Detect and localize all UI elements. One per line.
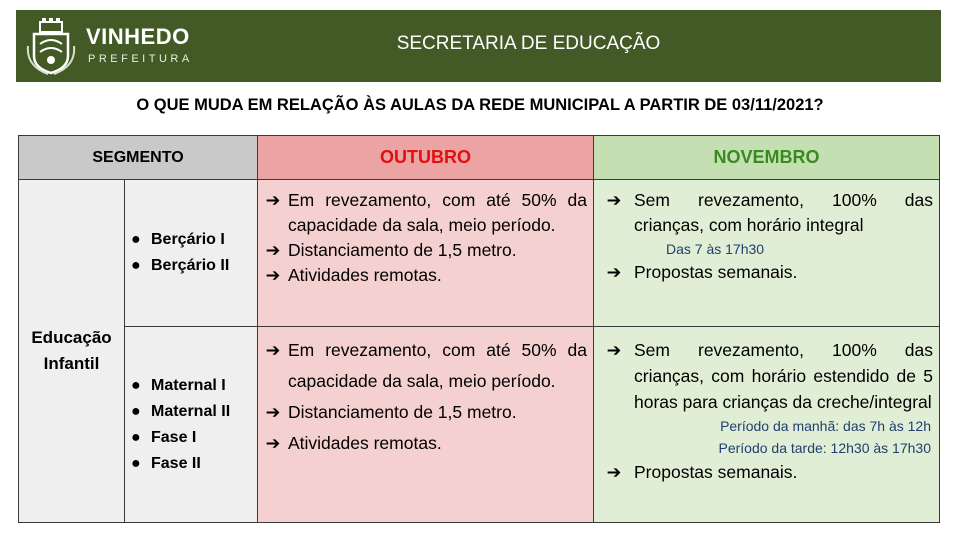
header-segment: SEGMENTO (19, 136, 258, 180)
arrow-right-icon: ➔ (265, 265, 281, 285)
group-list-cell (125, 327, 258, 523)
arrow-right-icon: ➔ (606, 462, 622, 482)
list-item: ➔ Propostas semanais. (594, 459, 939, 485)
bullet-icon: ● (131, 376, 141, 394)
changes-table (18, 135, 940, 523)
header-banner (16, 10, 941, 82)
arrow-right-icon: ➔ (606, 190, 622, 210)
list-item: ➔ Distanciamento de 1,5 metro. (258, 238, 593, 263)
schedule-note: Das 7 às 17h30 (666, 241, 765, 257)
bullet-icon: ● (131, 454, 141, 472)
list-item: ● Berçário II (131, 253, 257, 279)
november-cell (594, 180, 940, 327)
coat-of-arms-icon (26, 16, 76, 76)
bullet-icon: ● (131, 428, 141, 446)
october-cell (258, 327, 594, 523)
arrow-right-icon: ➔ (606, 340, 622, 360)
bullet-icon: ● (131, 402, 141, 420)
arrow-right-icon: ➔ (265, 340, 281, 360)
list-item: ● Fase I (131, 425, 257, 451)
header-november: NOVEMBRO (594, 136, 940, 180)
segment-name: Educação Infantil (19, 180, 125, 523)
bullet-icon: ● (131, 257, 141, 274)
list-item: ➔ Atividades remotas. (258, 263, 593, 288)
list-item: ● Fase II (131, 451, 257, 477)
brand-name: VINHEDO (86, 24, 190, 49)
list-item: ➔ Em revezamento, com até 50% da capacidade da sala, meio período. (258, 188, 593, 238)
list-item: ➔ Propostas semanais. (594, 260, 939, 285)
list-item: ● Maternal I (131, 373, 257, 399)
list-item: ➔ Sem revezamento, 100% das crianças, com horário estendido de 5 horas para crianças da creche/integral (594, 337, 939, 415)
table-row (19, 180, 940, 327)
list-item: ➔ Sem revezamento, 100% das crianças, com horário integral (594, 188, 939, 238)
november-cell (594, 327, 940, 523)
page-title: SECRETARIA DE EDUCAÇÃO (396, 33, 661, 54)
headline-question: O QUE MUDA EM RELAÇÃO ÀS AULAS DA REDE MUNICIPAL A PARTIR DE 03/11/2021? (136, 96, 824, 114)
list-item: ➔ Atividades remotas. (258, 428, 593, 459)
schedule-note: Período da tarde: 12h30 às 17h30 (718, 440, 931, 456)
arrow-right-icon: ➔ (265, 433, 281, 453)
list-item: ● Maternal II (131, 399, 257, 425)
arrow-right-icon: ➔ (606, 262, 622, 282)
group-list-cell (125, 180, 258, 327)
table-row (19, 327, 940, 523)
arrow-right-icon: ➔ (265, 240, 281, 260)
header-october: OUTUBRO (258, 136, 594, 180)
brand-subtitle: PREFEITURA (88, 53, 193, 65)
arrow-right-icon: ➔ (265, 190, 281, 210)
list-item: ➔ Em revezamento, com até 50% da capacidade da sala, meio período. (258, 335, 593, 397)
arrow-right-icon: ➔ (265, 402, 281, 422)
list-item: ➔ Distanciamento de 1,5 metro. (258, 397, 593, 428)
schedule-note: Período da manhã: das 7h às 12h (720, 418, 931, 434)
list-item: ● Berçário I (131, 227, 257, 253)
bullet-icon: ● (131, 231, 141, 248)
october-cell (258, 180, 594, 327)
